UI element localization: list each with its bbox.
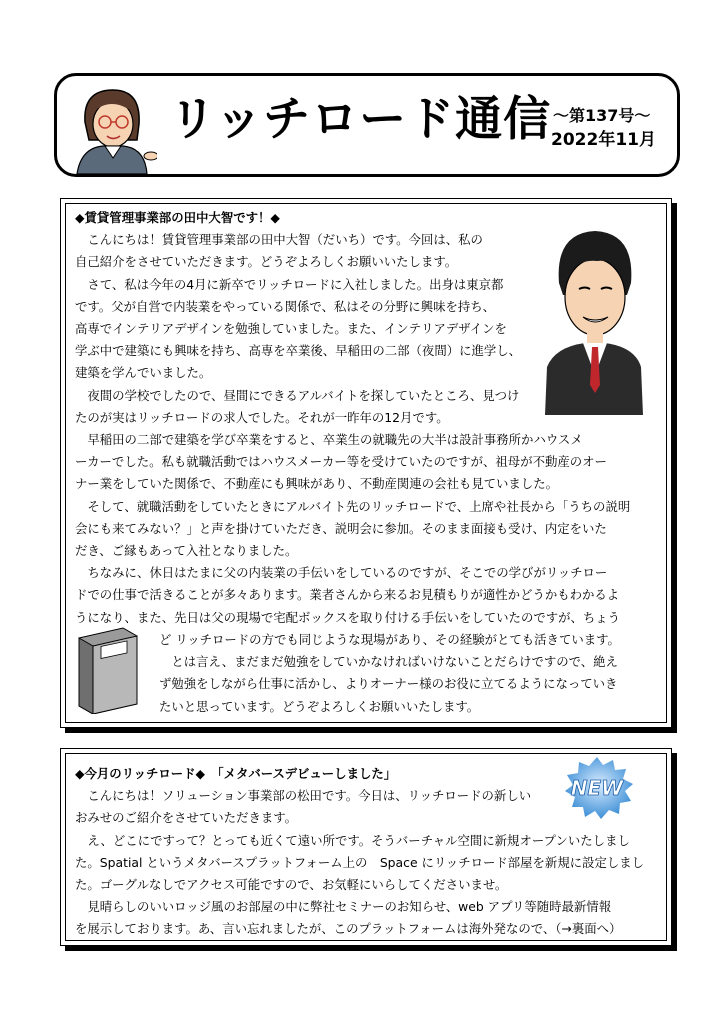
article-monthly-news [60,748,672,946]
paragraph-line: おみせのご紹介をさせていただきます。 [75,810,298,826]
paragraph-line: 学ぶ中で建築にも興味を持ち、高専を卒業後、早稲田の二部（夜間）に進学し、 [75,343,522,359]
paragraph-line: ちなみに、休日はたまに父の内装業の手伝いをしているのですが、そこでの学びがリッチロー [75,565,608,581]
article-heading: ◆今月のリッチロード◆ 「メタバースデビューしました」 [75,766,397,781]
paragraph-line: 見晴らしのいいロッジ風のお部屋の中に弊社セミナーのお知らせ、web アプリ等随時最新情報 [75,899,612,915]
delivery-box-illustration [75,624,141,714]
paragraph-line: とは言え、まだまだ勉強をしていかなければいけないことだらけですので、絶え [159,654,618,670]
paragraph-line: だき、ご縁もあって入社となりました。 [75,543,298,559]
paragraph-line: たのが実はリッチロードの求人でした。それが一昨年の12月です。 [75,409,449,425]
newsletter-title: リッチロード通信 [169,92,552,147]
paragraph-line: さて、私は今年の4月に新卒でリッチロードに入社しました。出身は東京都 [75,276,504,292]
paragraph-line: 高専でインテリアデザインを勉強していました。また、インテリアデザインを [75,321,507,337]
paragraph-line: 会にも来てみない？」と声を掛けていただき、説明会に参加。そのまま面接も受け、内定をいた [75,520,607,536]
article-heading: ◆賃貸管理事業部の田中大智です！◆ [75,210,280,225]
paragraph-line: ず勉強をしながら仕事に活かし、よりオーナー様のお役に立てるようになっていき [159,676,618,692]
newsletter-header [54,73,680,177]
article-staff-introduction [60,198,672,728]
new-badge-icon [559,755,635,821]
paragraph-line: ナー業をしていた関係で、不動産にも興味があり、不動産関連の会社も見ていました。 [75,476,558,492]
article-body-continued [159,629,620,718]
mascot-illustration [67,82,157,174]
paragraph-line: 建築を学んでいました。 [75,365,212,381]
new-badge-text: NEW [570,776,624,800]
paragraph-line: た。Spatial というメタバースプラットフォーム上の Space にリッチロード部屋を新規に設定しまし [75,854,645,870]
paragraph-line: 自己紹介をさせていただきます。どうぞよろしくお願いいたします。 [75,254,458,270]
paragraph-line: こんにちは！ソリューション事業部の松田です。今日は、リッチロードの新しい [75,788,532,804]
paragraph-line: た。ゴーグルなしでアクセス可能ですので、お気軽にいらしてくださいませ。 [75,877,508,893]
paragraph-line: 早稲田の二部で建築を学び卒業をすると、卒業生の就職先の大半は設計事務所かハウスメ [75,432,583,448]
paragraph-line: 夜間の学校でしたので、昼間にできるアルバイトを探していたところ、見つけ [75,387,520,403]
paragraph-line: こんにちは！賃貸管理事業部の田中大智（だいち）です。今回は、私の [75,232,483,248]
issue-date: 2022年11月 [551,130,656,150]
paragraph-line: そして、就職活動をしていたときにアルバイト先のリッチロードで、上席や社長から「うちの説明 [75,498,631,514]
issue-number: ～第137号～ [553,106,651,125]
paragraph-line: ドでの仕事で活きることが多々あります。業者さんから来るお見積もりが適性かどうかもわかるよ [75,587,620,603]
paragraph-line: を展示しております。あ、言い忘れましたが、このプラットフォームは海外発なので、（→裏面へ） [75,921,622,937]
paragraph-line: ど リッチロードの方でも同じような現場があり、その経験がとても活きています。 [159,632,620,647]
paragraph-line: え、どこにですって？とっても近くて遠い所です。そうバーチャル空間に新規オープンいたしまし [75,832,630,848]
paragraph-line: うになり、また、先日は父の現場で宅配ボックスを取り付ける手伝いをしていたのですが、ちょう [75,609,621,625]
paragraph-line: です。父が自営で内装業をやっている関係で、私はその分野に興味を持ち、 [75,298,496,314]
paragraph-line: たいと思っています。どうぞよろしくお願いいたします。 [159,698,480,714]
staff-portrait-illustration [545,225,643,415]
paragraph-line: ーカーでした。私も就職活動ではハウスメーカー等を受けていたのですが、祖母が不動産のオー [75,454,607,470]
